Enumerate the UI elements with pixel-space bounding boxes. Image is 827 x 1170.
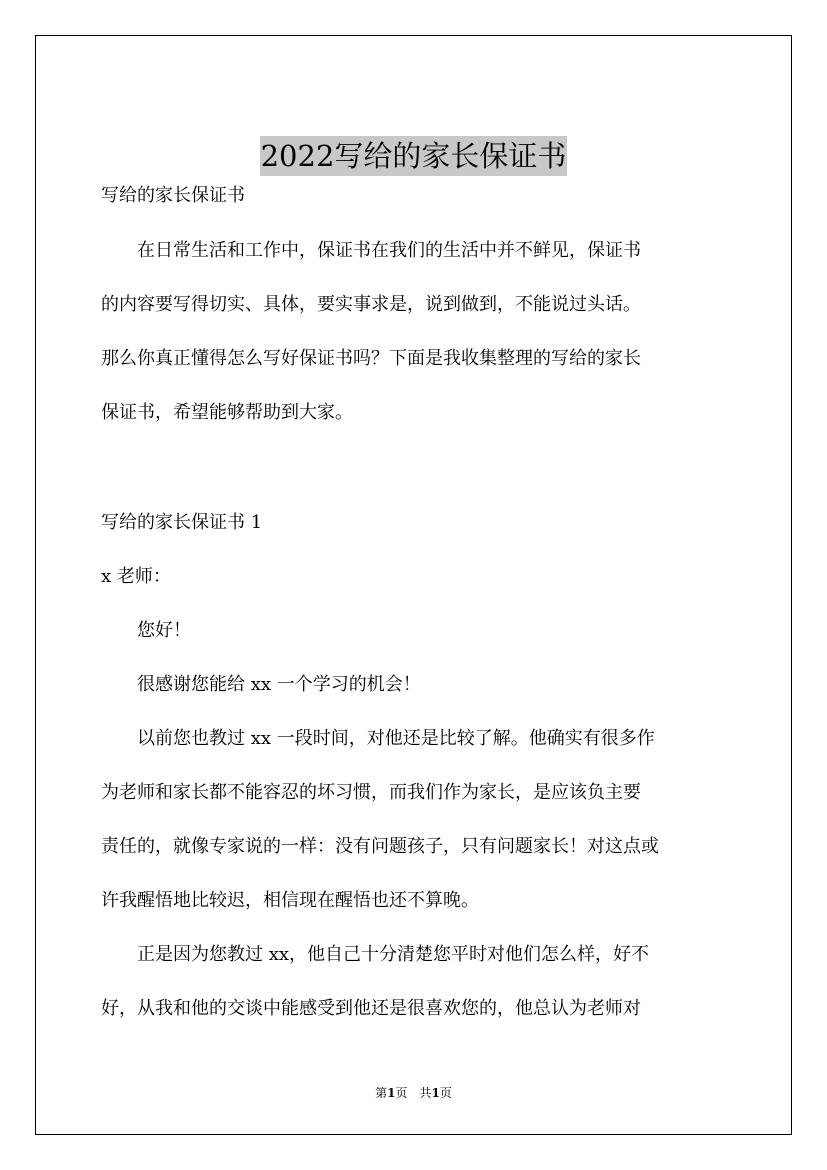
document-page [35, 35, 792, 1135]
paragraph1-line-2: 为老师和家长都不能容忍的坏习惯，而我们作为家长，是应该负主要 [101, 782, 641, 803]
intro-line-4: 保证书，希望能够帮助到大家。 [101, 402, 353, 423]
paragraph2-line-1: 正是因为您教过 xx，他自己十分清楚您平时对他们怎么样，好不 [101, 944, 650, 965]
footer-page-number: 1 [387, 1086, 396, 1100]
greeting: 您好！ [101, 620, 191, 641]
paragraph1-line-3: 责任的，就像专家说的一样：没有问题孩子，只有问题家长！对这点或 [101, 836, 659, 857]
document-title: 2022写给的家长保证书 [260, 136, 568, 176]
subtitle: 写给的家长保证书 [101, 185, 245, 206]
intro-line-1: 在日常生活和工作中，保证书在我们的生活中并不鲜见，保证书 [101, 240, 641, 261]
footer-total-pages: 1 [431, 1086, 440, 1100]
thanks-line: 很感谢您能给 xx 一个学习的机会！ [101, 674, 421, 695]
section-heading: 写给的家长保证书 1 [101, 512, 263, 533]
footer-prefix: 第 [375, 1086, 388, 1100]
paragraph1-line-4: 许我醒悟地比较迟，相信现在醒悟也还不算晚。 [101, 890, 479, 911]
title-container [36, 136, 791, 176]
footer-suffix: 页 [439, 1086, 452, 1100]
footer-mid: 页 共 [395, 1086, 432, 1100]
page-footer [36, 1084, 791, 1101]
paragraph1-line-1: 以前您也教过 xx 一段时间，对他还是比较了解。他确实有很多作 [101, 728, 655, 749]
salutation: x 老师： [101, 566, 171, 587]
paragraph2-line-2: 好，从我和他的交谈中能感受到他还是很喜欢您的，他总认为老师对 [101, 998, 641, 1019]
intro-line-3: 那么你真正懂得怎么写好保证书吗？下面是我收集整理的写给的家长 [101, 348, 641, 369]
intro-line-2: 的内容要写得切实、具体，要实事求是，说到做到，不能说过头话。 [101, 294, 641, 315]
